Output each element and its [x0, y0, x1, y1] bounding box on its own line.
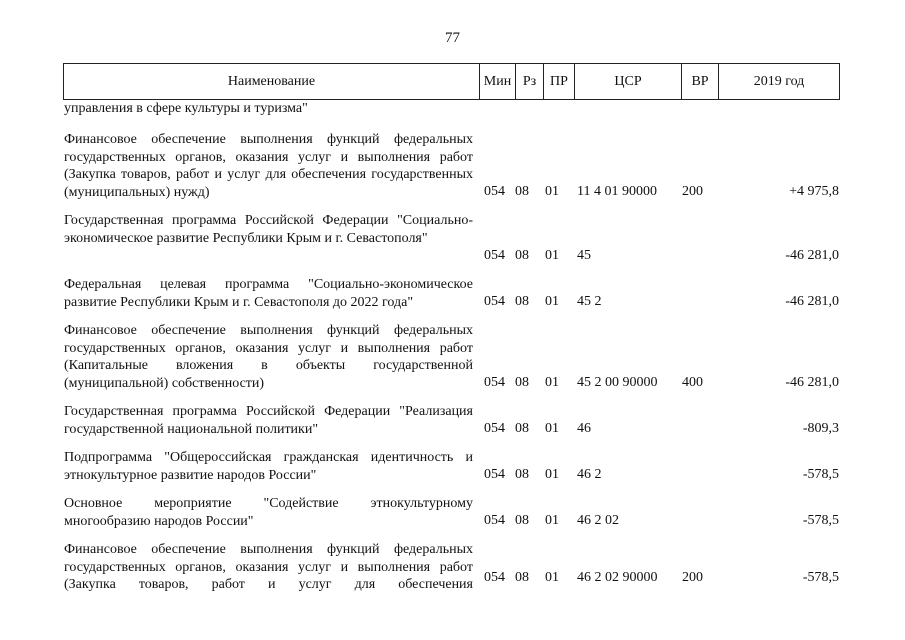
table-row [0, 276, 905, 322]
row-min: 054 [484, 513, 505, 528]
row-value: +4 975,8 [789, 184, 839, 199]
row-min: 054 [484, 421, 505, 436]
page-number: 77 [445, 30, 460, 46]
row-name: Государственная программа Российской Федерации "Социально-экономическое развитие Республики Крым и г. Севастополя" [64, 213, 473, 246]
header-csr: ЦСР [574, 64, 681, 99]
row-pr: 01 [545, 467, 559, 482]
row-name: Финансовое обеспечение выполнения функций федеральных государственных органов, оказания услуг и выполнения работ (Капитальные вложения в объекты государственной (муниципальной) собственности) [64, 323, 473, 391]
row-pr: 01 [545, 421, 559, 436]
table-header [63, 63, 840, 100]
row-rz: 08 [515, 467, 529, 482]
row-name: Подпрограмма "Общероссийская гражданская идентичность и этнокультурное развитие народов России" [64, 450, 473, 483]
row-rz: 08 [515, 513, 529, 528]
row-csr: 45 2 [577, 294, 602, 309]
row-pr: 01 [545, 294, 559, 309]
row-vr: 400 [682, 375, 703, 390]
row-csr: 11 4 01 90000 [577, 184, 657, 199]
table-body [0, 100, 905, 601]
row-csr: 46 2 [577, 467, 602, 482]
row-min: 054 [484, 294, 505, 309]
table-row [0, 212, 905, 276]
row-csr: 46 2 02 90000 [577, 570, 658, 585]
row-value: -578,5 [802, 570, 839, 585]
row-rz: 08 [515, 294, 529, 309]
row-vr: 200 [682, 570, 703, 585]
table-row [0, 322, 905, 403]
row-csr: 46 2 02 [577, 513, 619, 528]
row-rz: 08 [515, 375, 529, 390]
row-csr: 45 [577, 248, 591, 263]
header-year: 2019 год [718, 64, 839, 99]
header-name: Наименование [227, 74, 316, 89]
row-rz: 08 [515, 421, 529, 436]
table-row [0, 131, 905, 212]
row-name: Финансовое обеспечение выполнения функций федеральных государственных органов, оказания услуг и выполнения работ (Закупка товаров, работ и услуг для обеспечения [64, 542, 473, 592]
row-rz: 08 [515, 184, 529, 199]
row-value: -46 281,0 [785, 294, 839, 309]
row-value: -46 281,0 [785, 375, 839, 390]
table-row [0, 403, 905, 449]
row-name: Федеральная целевая программа "Социально-экономическое развитие Республики Крым и г. Севастополя до 2022 года" [64, 277, 473, 310]
header-vr: ВР [681, 64, 718, 99]
header-rz: Рз [515, 64, 543, 99]
row-min: 054 [484, 570, 505, 585]
row-pr: 01 [545, 184, 559, 199]
table-row [0, 541, 905, 601]
row-value: -809,3 [802, 421, 839, 436]
row-value: -46 281,0 [785, 248, 839, 263]
row-value: -578,5 [802, 467, 839, 482]
row-rz: 08 [515, 248, 529, 263]
row-pr: 01 [545, 248, 559, 263]
row-vr: 200 [682, 184, 703, 199]
row-min: 054 [484, 467, 505, 482]
row-pr: 01 [545, 513, 559, 528]
table-row [0, 449, 905, 495]
row-csr: 45 2 00 90000 [577, 375, 658, 390]
row-name: Финансовое обеспечение выполнения функций федеральных государственных органов, оказания услуг и выполнения работ (Закупка товаров, работ и услуг для обеспечения государственных (муниципальных) нужд) [64, 132, 473, 200]
row-rz: 08 [515, 570, 529, 585]
row-pr: 01 [545, 570, 559, 585]
row-value: -578,5 [802, 513, 839, 528]
header-min: Мин [479, 64, 515, 99]
row-min: 054 [484, 248, 505, 263]
row-pr: 01 [545, 375, 559, 390]
row-name: Государственная программа Российской Федерации "Реализация государственной национальной политики" [64, 404, 473, 437]
row-name: управления в сфере культуры и туризма" [64, 101, 308, 116]
header-pr: ПР [543, 64, 574, 99]
row-min: 054 [484, 375, 505, 390]
table-row [0, 100, 905, 131]
row-min: 054 [484, 184, 505, 199]
table-row [0, 495, 905, 541]
row-csr: 46 [577, 421, 591, 436]
row-name: Основное мероприятие "Содействие этнокультурному многообразию народов России" [64, 496, 473, 529]
